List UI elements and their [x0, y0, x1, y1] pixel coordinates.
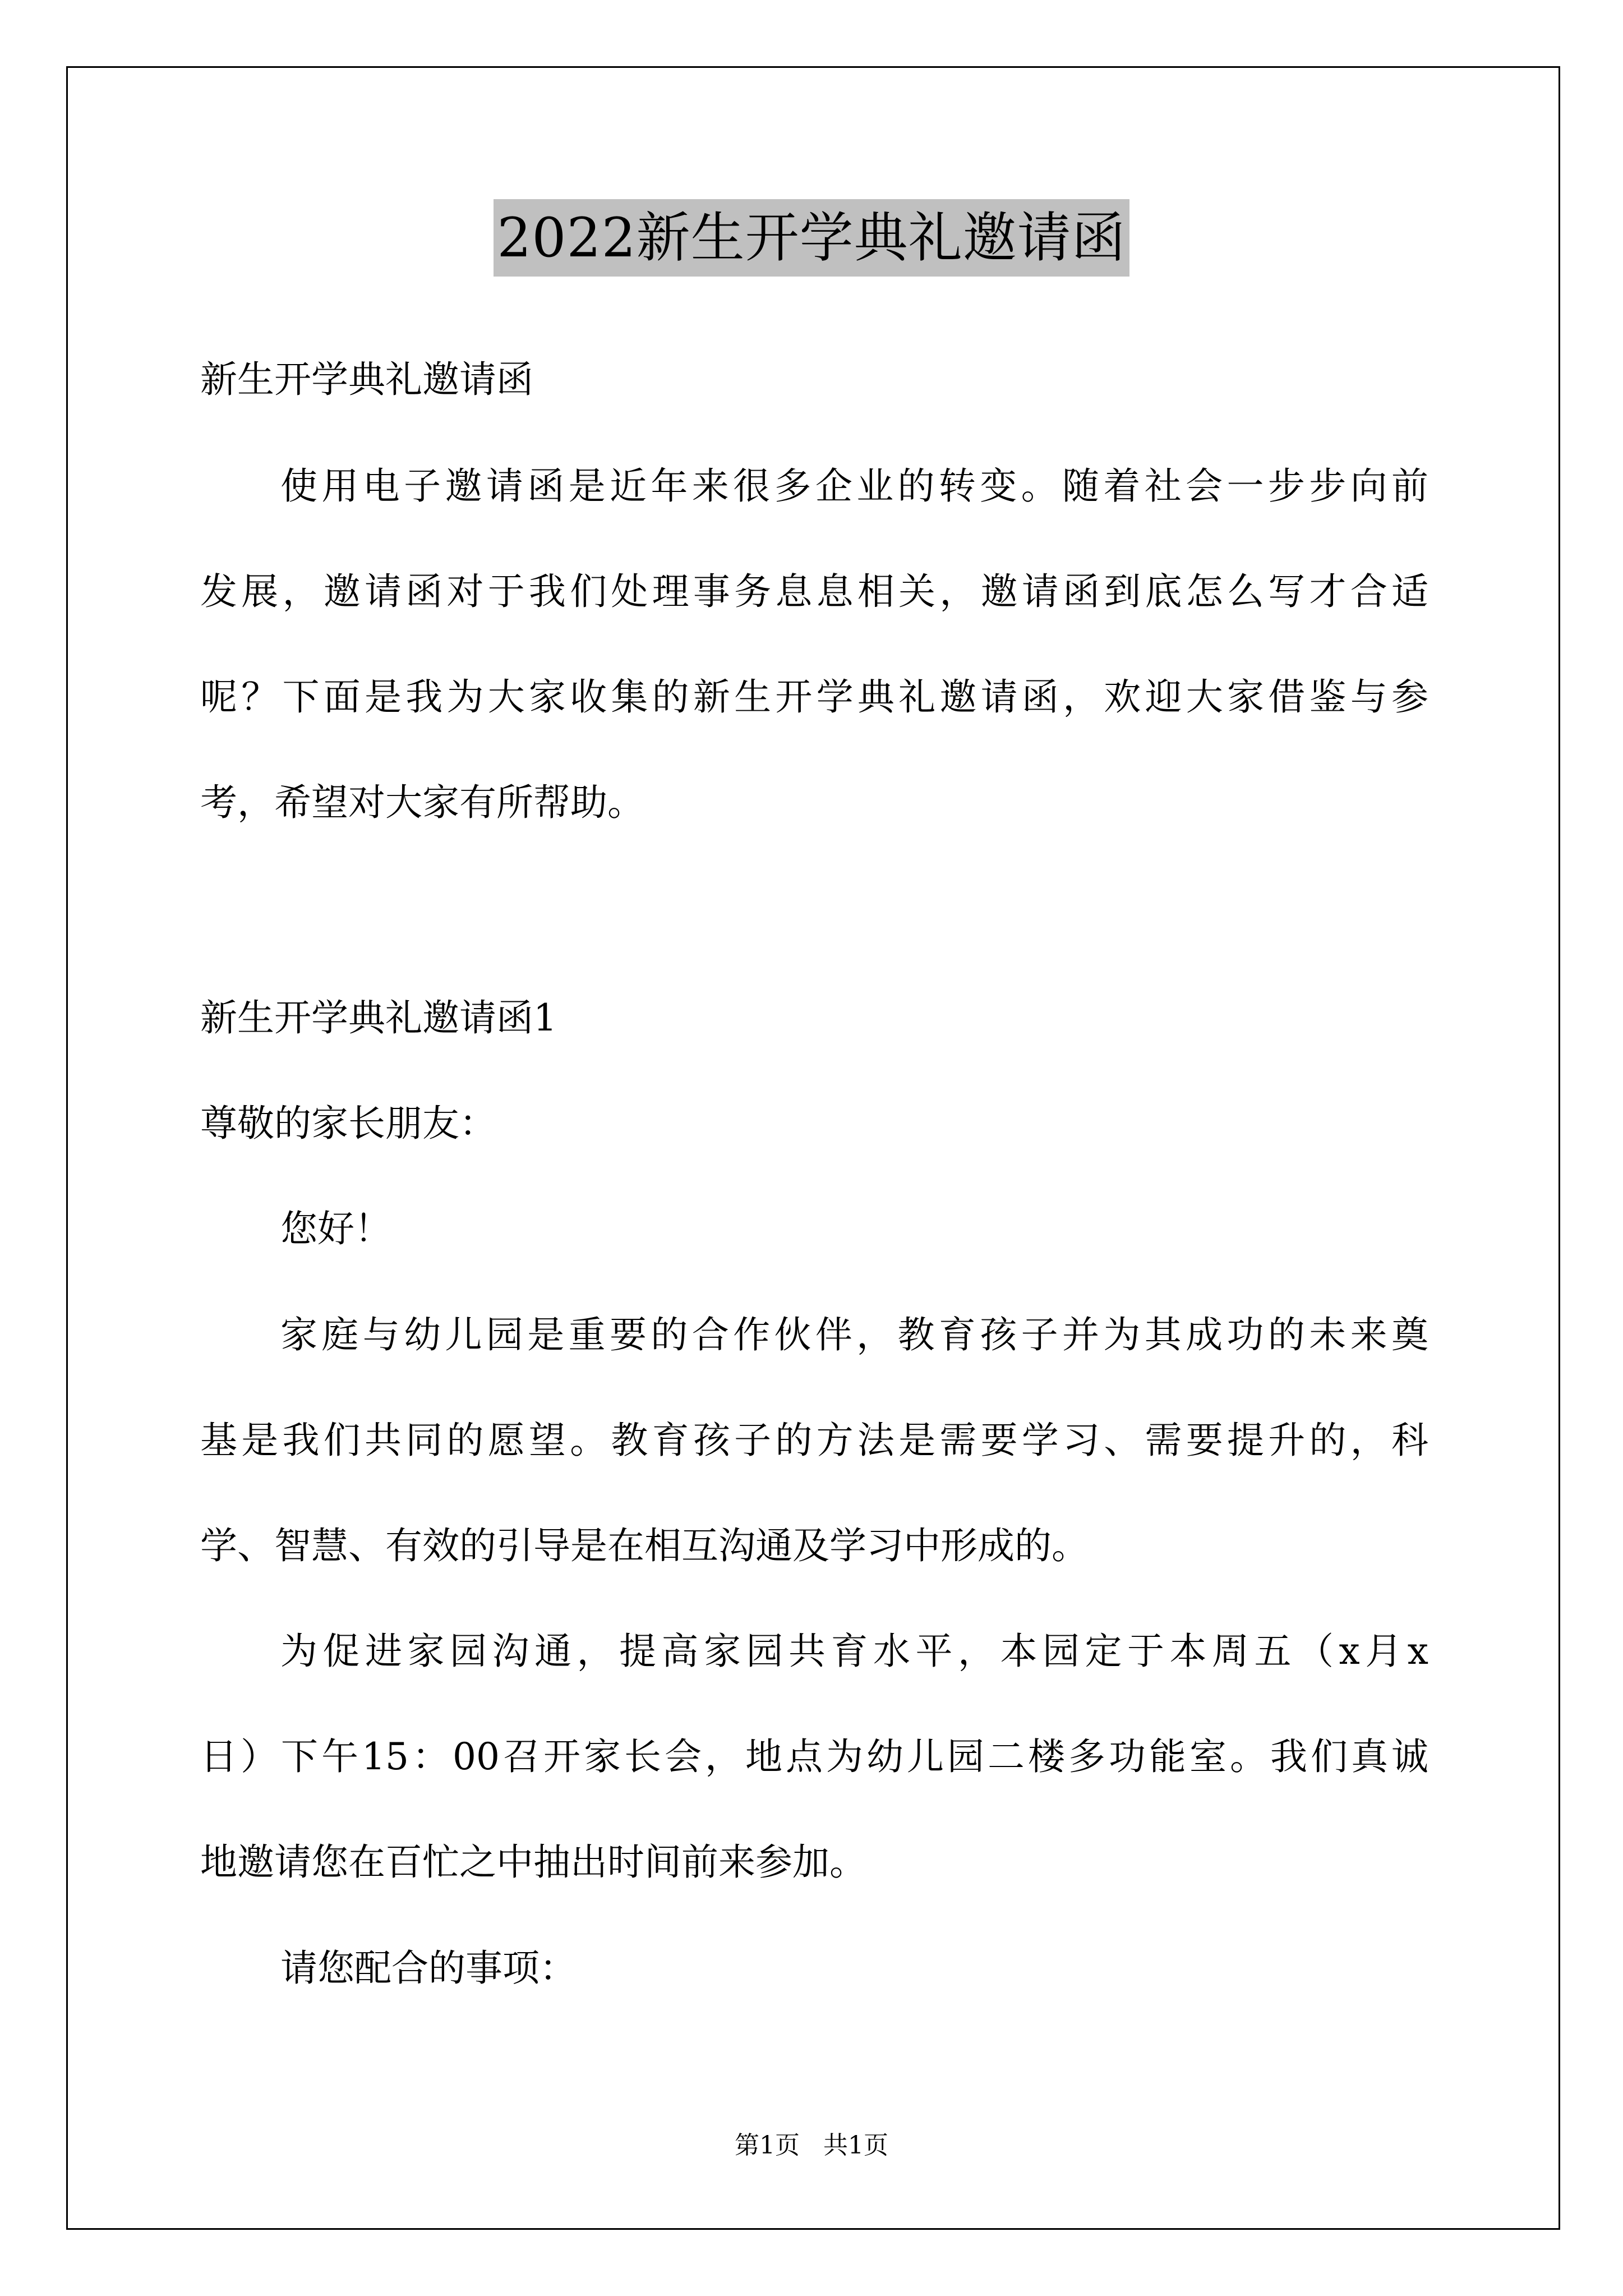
paragraph-line: 使用电子邀请函是近年来很多企业的转变。随着社会一步步向前: [280, 464, 1428, 508]
paragraph-line: 基是我们共同的愿望。教育孩子的方法是需要学习、需要提升的，科: [200, 1419, 1428, 1462]
paragraph-line: 日）下午15：00召开家长会，地点为幼儿园二楼多功能室。我们真诚: [200, 1735, 1428, 1778]
page-footer: 第1页 共1页: [735, 2131, 888, 2160]
title-container: [0, 199, 1623, 277]
paragraph-line: 发展，邀请函对于我们处理事务息息相关，邀请函到底怎么写才合适: [200, 570, 1428, 613]
paragraph-line: 家庭与幼儿园是重要的合作伙伴，教育孩子并为其成功的未来奠: [280, 1313, 1428, 1356]
paragraph-line: 学、智慧、有效的引导是在相互沟通及学习中形成的。: [200, 1524, 1089, 1567]
greeting: 您好！: [280, 1207, 391, 1250]
document-title: 2022新生开学典礼邀请函: [494, 199, 1129, 277]
section-heading: 新生开学典礼邀请函: [200, 358, 533, 401]
paragraph-line: 为促进家园沟通，提高家园共育水平，本园定于本周五（x月x: [280, 1630, 1428, 1673]
section-heading: 新生开学典礼邀请函1: [200, 996, 557, 1039]
paragraph-line: 请您配合的事项：: [280, 1947, 577, 1990]
paragraph-line: 地邀请您在百忙之中抽出时间前来参加。: [200, 1841, 866, 1884]
paragraph-line: 考，希望对大家有所帮助。: [200, 781, 644, 824]
paragraph-line: 呢？下面是我为大家收集的新生开学典礼邀请函，欢迎大家借鉴与参: [200, 675, 1428, 719]
salutation: 尊敬的家长朋友：: [200, 1102, 496, 1145]
